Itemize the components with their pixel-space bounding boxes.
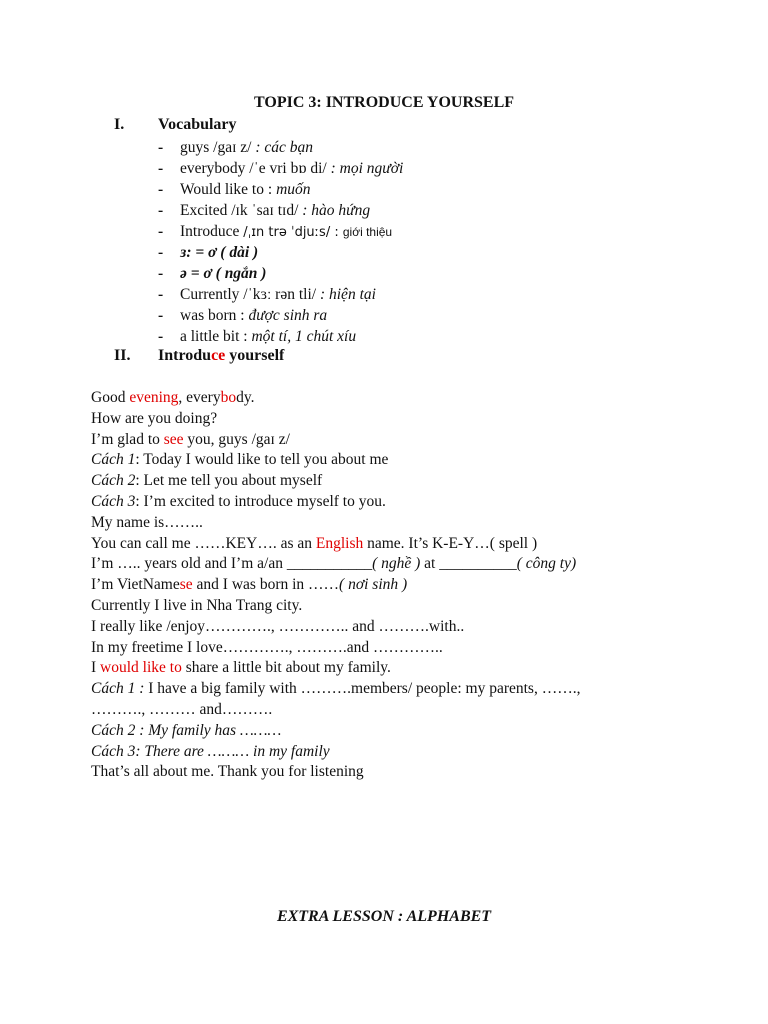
option-label: Cách 3 — [91, 492, 136, 510]
vocab-item — [158, 305, 403, 326]
highlight-text: would like to — [100, 659, 182, 677]
text-line: ………., ……… and………. — [91, 700, 273, 718]
hint-text: ( nơi sinh ) — [339, 576, 408, 594]
text: : Today I would like to tell you about me — [135, 451, 389, 469]
text-line — [91, 575, 711, 596]
text: I’m ….. years old and I’m a/an ___________ — [91, 555, 373, 573]
page-title: TOPIC 3: INTRODUCE YOURSELF — [253, 94, 515, 111]
section-label: Vocabulary — [158, 116, 237, 133]
text-line: How are you doing? — [91, 409, 218, 427]
bullet: - — [158, 139, 164, 156]
introduction-text — [91, 388, 711, 783]
vocab-meaning: : hiện tại — [319, 286, 376, 303]
vocab-item — [158, 221, 403, 242]
text: : Let me tell you about myself — [135, 472, 323, 490]
bullet: - — [158, 328, 164, 345]
text-line — [91, 658, 711, 679]
vocab-meaning: một tí, 1 chút xíu — [251, 328, 357, 345]
vocab-item — [158, 242, 403, 263]
highlight-text: evening — [129, 389, 179, 406]
text-line: Currently I live in Nha Trang city. — [91, 596, 303, 614]
section-label-highlight: ce — [211, 347, 226, 364]
hint-text: ( công ty) — [516, 555, 577, 573]
option-label: Cách 2 — [91, 472, 136, 490]
vocab-item — [158, 179, 403, 200]
vocabulary-list — [158, 137, 403, 347]
text-line — [91, 554, 711, 575]
text-line: Cách 3: There are ……… in my family — [91, 742, 330, 760]
text-line — [91, 450, 711, 471]
vocab-word: Currently /ˈkɜː rən tli/ — [180, 286, 320, 303]
bullet: - — [158, 202, 164, 219]
text-line — [91, 471, 711, 492]
section-number: I. — [114, 116, 125, 133]
section-introduce-heading — [114, 347, 284, 365]
vocab-meaning: được sinh ra — [248, 307, 328, 324]
text-line: That’s all about me. Thank you for listening — [91, 763, 364, 781]
bullet: - — [158, 265, 164, 282]
vocab-word: Would like to : — [180, 181, 277, 198]
text: Good — [91, 389, 130, 406]
text: I — [91, 659, 101, 677]
vocab-item — [158, 158, 403, 179]
vocab-meaning: : mọi người — [330, 160, 404, 177]
vocab-word: Introduce — [180, 223, 244, 240]
highlight-text: bo — [220, 389, 237, 406]
vocab-vowel-note: ə = ơ ( ngắn ) — [180, 265, 267, 282]
vocab-item — [158, 137, 403, 158]
highlight-text: English — [315, 534, 364, 552]
text: I have a big family with ……….members/ people: my parents, ……., — [144, 680, 581, 698]
vocab-vowel-note: ɜ: = ơ ( dài ) — [180, 244, 259, 261]
text: I’m glad to — [91, 430, 164, 448]
text-line: My name is…….. — [91, 513, 203, 531]
vocab-word: guys /gaɪ z/ — [180, 139, 256, 156]
bullet: - — [158, 160, 164, 177]
text: name. It’s K-E-Y…( spell ) — [363, 534, 538, 552]
vocab-item — [158, 284, 403, 305]
vocab-ipa: /ˌɪn trə ˈdjuːs/ : — [243, 225, 343, 240]
option-label: Cách 1 : — [91, 680, 145, 698]
bullet: - — [158, 181, 164, 198]
vocab-word: a little bit : — [180, 328, 252, 345]
text: at __________ — [420, 555, 517, 573]
bullet: - — [158, 307, 164, 324]
text-line — [91, 534, 711, 555]
text: , every — [178, 389, 221, 406]
text: you, guys /gaɪ z/ — [183, 430, 290, 448]
vocab-meaning: giới thiệu — [342, 225, 393, 239]
option-label: Cách 1 — [91, 451, 136, 469]
section-vocabulary-heading — [114, 116, 237, 134]
text-line: In my freetime I love…………., ……….and ………….. — [91, 638, 443, 656]
text: You can call me ……KEY…. as an — [91, 534, 316, 552]
text: I’m VietName — [91, 576, 180, 594]
vocab-word: Excited /ɪk ˈsaɪ tɪd/ — [180, 202, 303, 219]
vocab-item — [158, 326, 403, 347]
vocab-word: everybody /ˈe vri bɒ di/ — [180, 160, 331, 177]
section-number: II. — [114, 347, 131, 364]
vocab-item — [158, 200, 403, 221]
highlight-text: see — [163, 430, 184, 448]
hint-text: ( nghề ) — [372, 555, 421, 573]
text: share a little bit about my family. — [181, 659, 391, 677]
text-line: I really like /enjoy…………., ………….. and ……….with.. — [91, 617, 465, 635]
text-line — [91, 388, 711, 409]
bullet: - — [158, 223, 164, 240]
vocab-meaning: : hào hứng — [302, 202, 371, 219]
text-line: Cách 2 : My family has ……… — [91, 721, 282, 739]
highlight-text: se — [179, 576, 193, 594]
section-label-part: yourself — [225, 347, 285, 364]
vocab-meaning: muốn — [276, 181, 311, 198]
bullet: - — [158, 286, 164, 303]
extra-lesson-heading: EXTRA LESSON : ALPHABET — [276, 908, 492, 925]
text-line — [91, 679, 711, 700]
bullet: - — [158, 244, 164, 261]
text-line — [91, 492, 711, 513]
vocab-word: was born : — [180, 307, 249, 324]
text: and I was born in …… — [192, 576, 340, 594]
vocab-meaning: : các bạn — [255, 139, 314, 156]
text-line — [91, 430, 711, 451]
text: dy. — [236, 389, 255, 406]
vocab-item — [158, 263, 403, 284]
section-label-part: Introdu — [158, 347, 212, 364]
text: : I’m excited to introduce myself to you. — [135, 492, 386, 510]
